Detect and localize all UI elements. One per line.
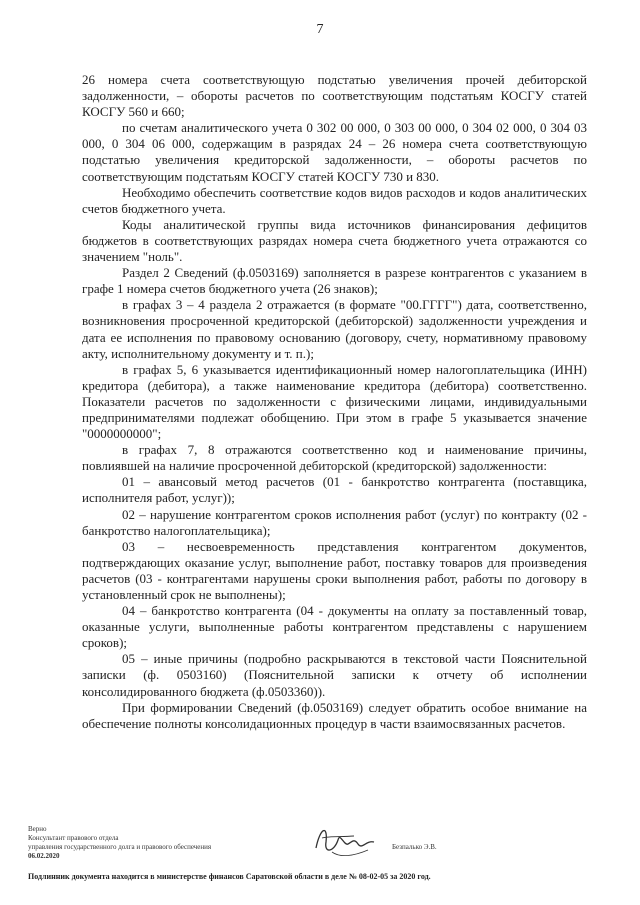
document-body	[82, 72, 587, 732]
paragraph: Коды аналитической группы вида источников финансирования дефицитов бюджетов в соответствующих разрядах номера счета бюджетного учета отражаются со значением "ноль".	[82, 216, 587, 265]
paragraph: Необходимо обеспечить соответствие кодов видов расходов и кодов аналитических счетов бюджетного учета.	[82, 184, 587, 216]
paragraph: 02 – нарушение контрагентом сроков исполнения работ (услуг) по контракту (02 - банкротство налогоплательщика);	[82, 506, 587, 538]
paragraph: 04 – банкротство контрагента (04 - документы на оплату за поставленный товар, оказанные услуги, выполненные работы контрагентом представлены с нарушением сроков);	[82, 603, 587, 651]
paragraph: 03 – несвоевременность представления контрагентом документов, подтверждающих оказание услуг, выполнение работ, поставку товаров для произведения расчетов (03 - контрагентами нарушены сроки выполнения работ, работы по договору в установленный срок не выполнены);	[82, 538, 587, 602]
paragraph: в графах 3 – 4 раздела 2 отражается (в формате "00.ГГГГ") дата, соответственно, возникновения просроченной кредиторской (дебиторской) задолженности учреждения и дата ее исполнения по правовому основанию (договору, счету, нормативному правовому акту, исполнительному документу и т. п.);	[82, 297, 587, 361]
paragraph: по счетам аналитического учета 0 302 00 000, 0 303 00 000, 0 304 02 000, 0 304 03 000, 0 304 06 000, содержащим в разрядах 24 – 26 номера счета соответствующую подстатью увеличения кредиторской задолженности, – обороты расчетов по соответствующим подстатьям КОСГУ статей КОСГУ 730 и 830.	[82, 120, 587, 184]
paragraph: в графах 7, 8 отражаются соответственно код и наименование причины, повлиявшей на наличие просроченной дебиторской (кредиторской) задолженности:	[82, 442, 587, 474]
paragraph: При формировании Сведений (ф.0503169) следует обратить особое внимание на обеспечение полноты консолидационных процедур в части взаимосвязанных расчетов.	[82, 699, 587, 731]
handwritten-signature	[310, 818, 380, 860]
certifier-position: Консультант правового отдела	[28, 834, 119, 842]
certification-date: 06.02.2020	[28, 852, 60, 860]
page-number: 7	[316, 22, 324, 37]
certification-block	[28, 825, 211, 861]
certification-label: Верно	[28, 825, 47, 833]
original-location-note: Подлинник документа находится в министерстве финансов Саратовской области в деле № 08-02-05 за 2020 год.	[28, 872, 431, 881]
paragraph: 05 – иные причины (подробно раскрываются в текстовой части Пояснительной записки (ф. 0503160) (Пояснительной записки к отчету об исполнении консолидированного бюджета (ф.0503360)).	[82, 651, 587, 699]
paragraph: в графах 5, 6 указывается идентификационный номер налогоплательщика (ИНН) кредитора (дебитора), а также наименование кредитора (дебитора) соответственно. Показатели расчетов по задолженности с физическими лицами, индивидуальными предпринимателями подлежат обобщению. При этом в графе 5 указывается значение "0000000000";	[82, 361, 587, 442]
signer-name: Безпалько Э.В.	[392, 843, 437, 851]
paragraph: 01 – авансовый метод расчетов (01 - банкротство контрагента (поставщика, исполнителя работ, услуг));	[82, 474, 587, 506]
certifier-department: управления государственного долга и правового обеспечения	[28, 843, 212, 851]
paragraph: 26 номера счета соответствующую подстатью увеличения прочей дебиторской задолженности, – обороты расчетов по соответствующим подстатьям КОСГУ статей КОСГУ 560 и 660;	[82, 72, 587, 120]
paragraph: Раздел 2 Сведений (ф.0503169) заполняется в разрезе контрагентов с указанием в графе 1 номера счетов бюджетного учета (26 знаков);	[82, 265, 587, 297]
